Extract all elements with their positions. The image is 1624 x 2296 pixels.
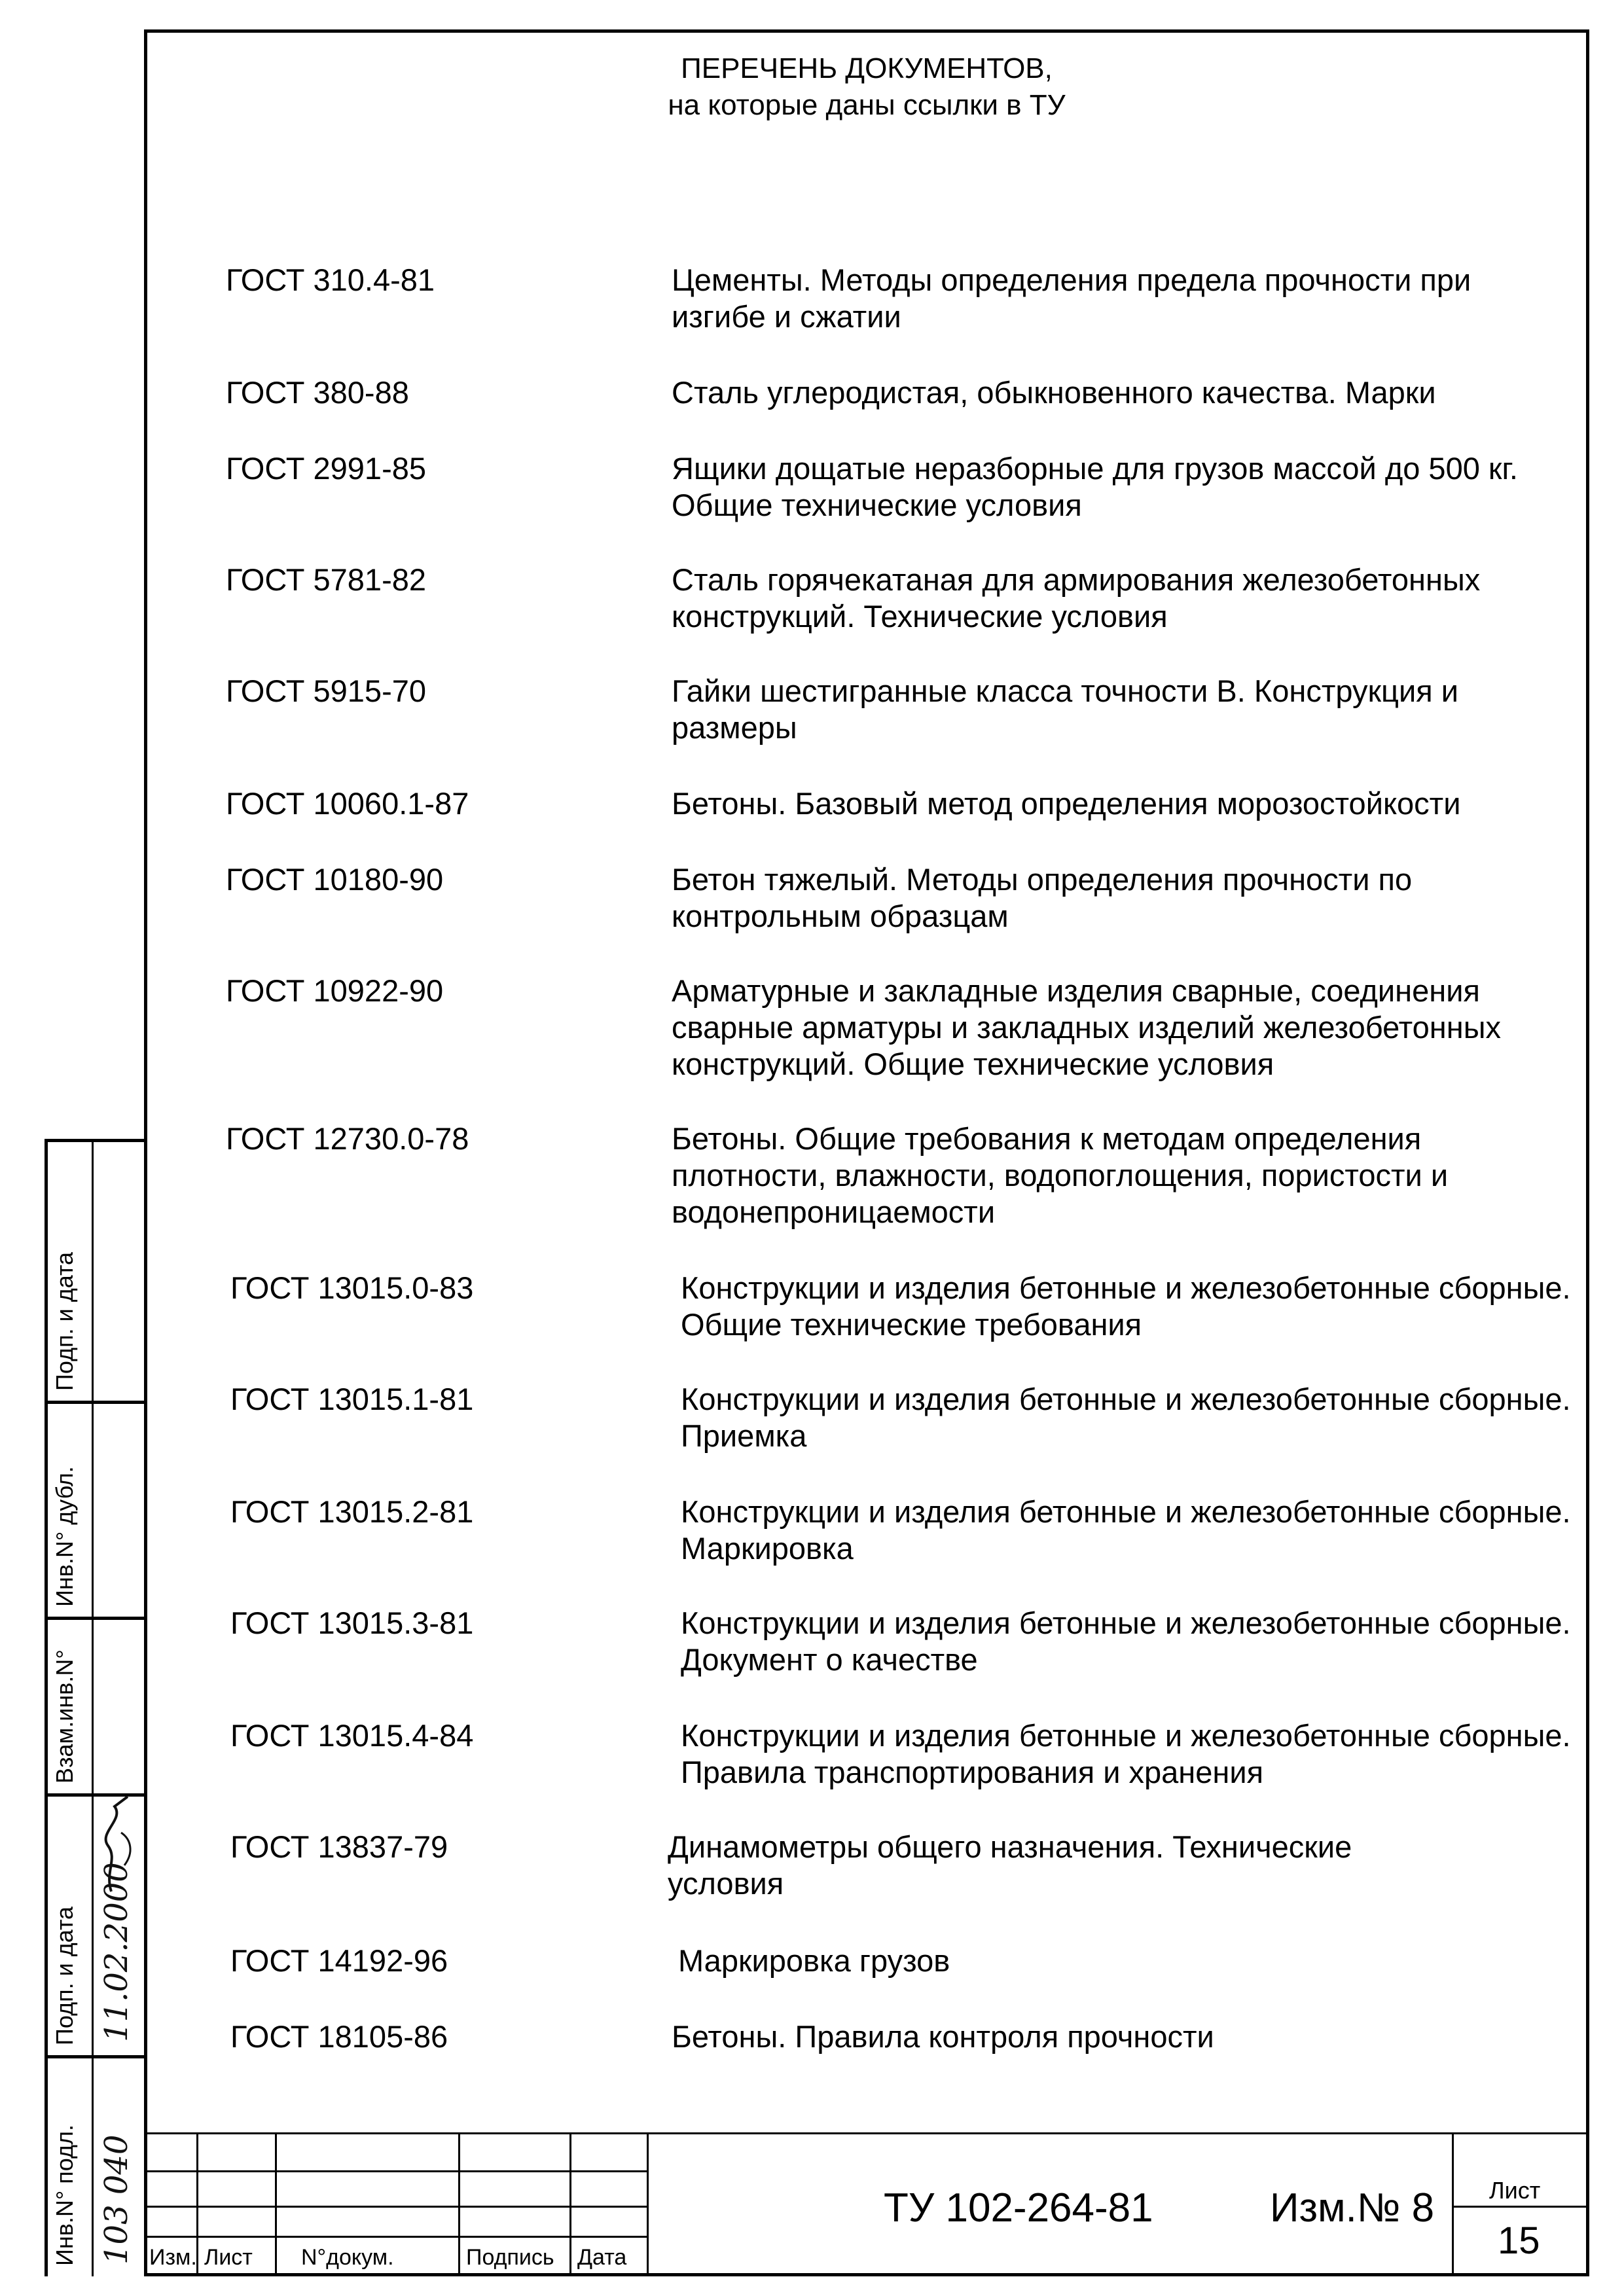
stamp-rule (1452, 2132, 1454, 2276)
document-code: ГОСТ 13837-79 (230, 1829, 448, 1864)
sheet-number: 15 (1498, 2219, 1540, 2262)
document-code: ГОСТ 13015.2-81 (230, 1494, 474, 1529)
sheet-label: Лист (1489, 2177, 1541, 2204)
stamp-col-list: Лист (204, 2245, 253, 2270)
document-code: ГОСТ 13015.0-83 (230, 1270, 474, 1305)
document-code: ГОСТ 13015.1-81 (230, 1382, 474, 1416)
side-label-inv-dubl: Инв.N° дубл. (51, 1466, 78, 1607)
document-description: Конструкции и изделия бетонные и железобетонные сборные. Приемка (681, 1382, 1571, 1453)
stamp-col-date: Дата (577, 2245, 627, 2270)
document-description: Цементы. Методы определения предела прочности при изгибе и сжатии (672, 262, 1471, 334)
document-description: Ящики дощатые неразборные для грузов массой до 500 кг. Общие технические условия (672, 451, 1518, 522)
stamp-col-sign: Подпись (466, 2245, 554, 2270)
document-code: ГОСТ 2991-85 (226, 451, 427, 486)
document-code: ГОСТ 10060.1-87 (226, 786, 469, 821)
side-rule (45, 1401, 144, 1404)
document-description: Сталь углеродистая, обыкновенного качества. Марки (672, 375, 1436, 410)
stamp-rule (569, 2132, 571, 2276)
document-code: ГОСТ 14192-96 (230, 1943, 448, 1978)
stamp-rule (1452, 2206, 1589, 2208)
document-description: Арматурные и закладные изделия сварные, соединения сварные арматуры и закладных изделий железобетонных конструкций. Общие технические условия (672, 973, 1502, 1081)
document-description: Бетон тяжелый. Методы определения прочности по контрольным образцам (672, 862, 1413, 933)
document-description: Бетоны. Правила контроля прочности (672, 2019, 1214, 2054)
document-description: Конструкции и изделия бетонные и железобетонные сборные. Маркировка (681, 1494, 1571, 1566)
document-description: Конструкции и изделия бетонные и железобетонные сборные. Правила транспортирования и хранения (681, 1718, 1571, 1789)
document-code: ГОСТ 5781-82 (226, 562, 427, 597)
document-description: Конструкции и изделия бетонные и железобетонные сборные. Документ о качестве (681, 1605, 1571, 1677)
side-label-inv-podl: Инв.N° подл. (51, 2124, 78, 2266)
stamp-rule (275, 2132, 277, 2276)
document-description: Бетоны. Общие требования к методам определения плотности, влажности, водопоглощения, пористости и водонепроницаемости (672, 1121, 1449, 1229)
document-code: ГОСТ 310.4-81 (226, 262, 435, 297)
side-rule (45, 1617, 144, 1620)
document-code: ГОСТ 13015.3-81 (230, 1605, 474, 1640)
document-code: ГОСТ 5915-70 (226, 673, 427, 708)
document-description: Маркировка грузов (678, 1943, 950, 1978)
side-label-vzam-inv: Взам.инв.N° (51, 1649, 78, 1784)
document-description: Динамометры общего назначения. Технические условия (668, 1829, 1352, 1901)
stamp-top-rule (144, 2132, 1589, 2134)
side-rule (45, 1139, 144, 1142)
document-code: ГОСТ 10922-90 (226, 973, 444, 1008)
document-code: ГОСТ 13015.4-84 (230, 1718, 474, 1753)
title-line-2: на которые даны ссылки в ТУ (668, 89, 1066, 121)
side-rule (45, 2055, 144, 2058)
document-description: Конструкции и изделия бетонные и железобетонные сборные. Общие технические требования (681, 1270, 1571, 1342)
document-code: ГОСТ 18105-86 (230, 2019, 448, 2054)
stamp-rule (458, 2132, 460, 2276)
document-description: Сталь горячекатаная для армирования железобетонных конструкций. Технические условия (672, 562, 1481, 634)
title-line-1: ПЕРЕЧЕНЬ ДОКУМЕНТОВ, (681, 52, 1053, 84)
document-description: Бетоны. Базовый метод определения морозостойкости (672, 786, 1461, 821)
document-description: Гайки шестигранные класса точности В. Конструкция и размеры (672, 673, 1458, 745)
stamp-col-izm: Изм. (149, 2245, 197, 2270)
handwritten-date: 11.02.2000 (98, 1862, 135, 2042)
stamp-rule (647, 2132, 649, 2276)
side-label-sign-date: Подп. и дата (51, 1906, 78, 2045)
change-number: Изм.№ 8 (1270, 2185, 1435, 2231)
title-block (144, 2132, 1589, 2276)
side-label-sign-date: Подп. и дата (51, 1251, 78, 1391)
stamp-col-doc: N°докум. (301, 2245, 394, 2270)
document-code: ГОСТ 380-88 (226, 375, 409, 410)
document-code: ГОСТ 10180-90 (226, 862, 444, 897)
handwritten-inv-number: 103 040 (98, 2134, 135, 2265)
side-strip-divider (92, 1139, 94, 2276)
document-code: ГОСТ 12730.0-78 (226, 1121, 469, 1156)
handwritten-signature (98, 1793, 144, 1898)
document-designation: ТУ 102-264-81 (884, 2185, 1153, 2231)
